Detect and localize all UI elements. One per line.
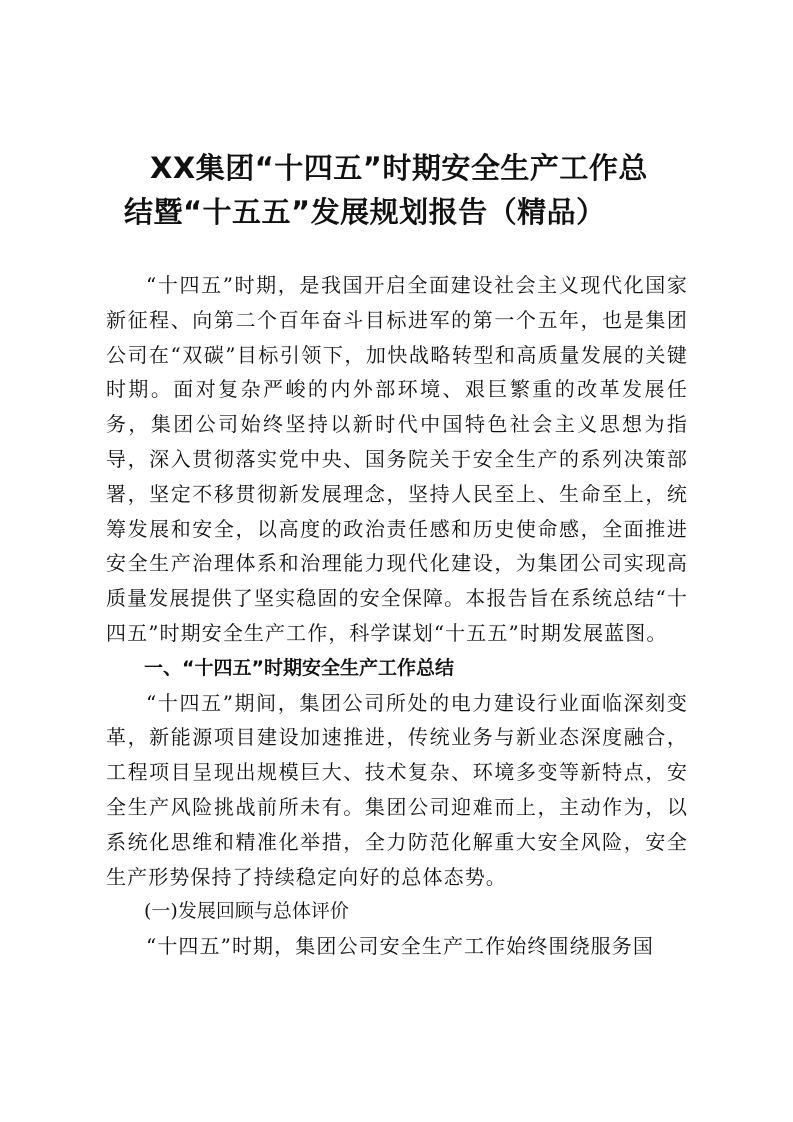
- document-title: [124, 146, 710, 234]
- paragraph-section-1: “十四五”期间，集团公司所处的电力建设行业面临深刻变革，新能源项目建设加速推进，传统业务与新业态深度融合，工程项目呈现出规模巨大、技术复杂、环境多变等新特点，安全生产风险挑战前所未有。集团公司迎难而上，主动作为，以系统化思维和精准化举措，全力防范化解重大安全风险，安全生产形势保持了持续稳定向好的总体态势。: [106, 690, 688, 889]
- section-heading-1: 一、“十四五”时期安全生产工作总结: [144, 656, 454, 679]
- subsection-heading-1: (一)发展回顾与总体评价: [144, 900, 349, 923]
- title-line-2: 结暨“十五五”发展规划报告（精品）: [124, 195, 606, 229]
- document-body: [106, 268, 688, 964]
- paragraph-subsection-1: “十四五”时期，集团公司安全生产工作始终围绕服务国: [146, 934, 654, 959]
- paragraph-intro: “十四五”时期，是我国开启全面建设社会主义现代化国家新征程、向第二个百年奋斗目标进军的第一个五年，也是集团公司在“双碳”目标引领下，加快战略转型和高质量发展的关键时期。面对复杂严峻的内外部环境、艰巨繁重的改革发展任务，集团公司始终坚持以新时代中国特色社会主义思想为指导，深入贯彻落实党中央、国务院关于安全生产的系列决策部署，坚定不移贯彻新发展理念，坚持人民至上、生命至上，统筹发展和安全，以高度的政治责任感和历史使命感，全面推进安全生产治理体系和治理能力现代化建设，为集团公司实现高质量发展提供了坚实稳固的安全保障。本报告旨在系统总结“十四五”时期安全生产工作，科学谋划“十五五”时期发展蓝图。: [106, 273, 688, 645]
- title-line-1: XX集团“十四五”时期安全生产工作总: [150, 151, 648, 185]
